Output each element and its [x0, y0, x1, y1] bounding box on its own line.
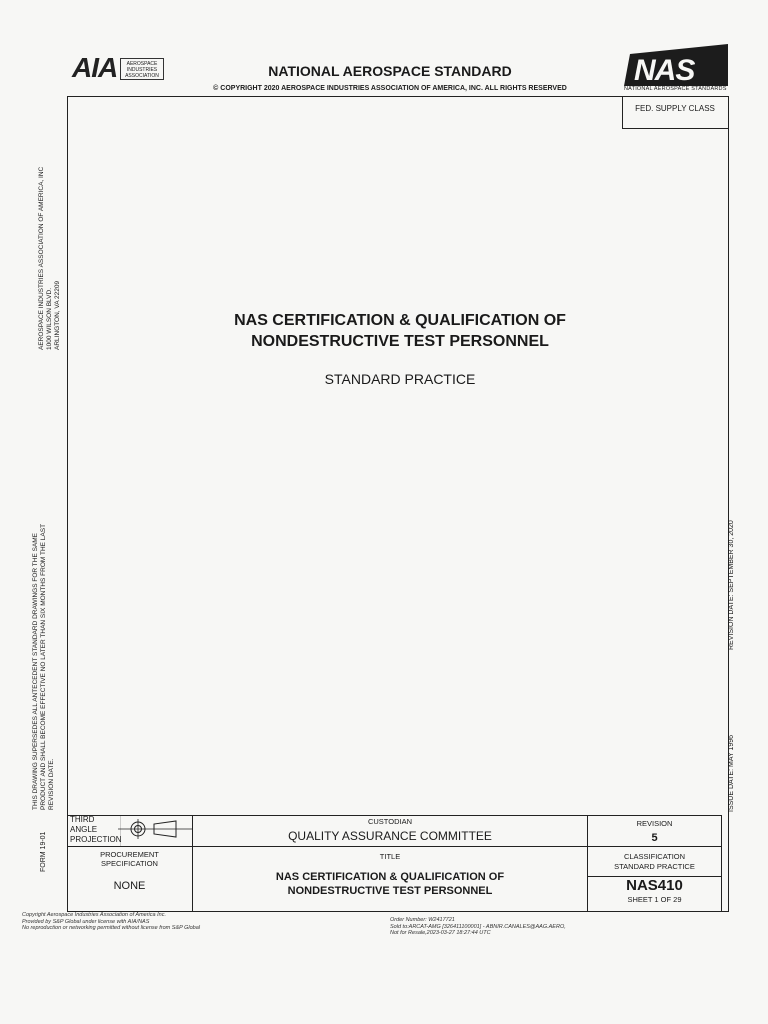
classification-label-line2: STANDARD PRACTICE [614, 862, 695, 871]
footer-right-line2: Sold to:ARCAT-AMG [326411100001] - ABNIR.CANALES@AAG.AERO, [390, 923, 566, 930]
third-angle-projection-icon [118, 818, 192, 845]
footer-left-line1: Copyright Aerospace Industries Association of America Inc. [22, 912, 166, 918]
nas-logo-text: NAS [634, 54, 695, 86]
title-value-line2: NONDESTRUCTIVE TEST PERSONNEL [287, 885, 493, 897]
title-value-line1: NAS CERTIFICATION & QUALIFICATION OF [275, 871, 505, 883]
footer-right-line1: Order Number: W2417721 [390, 917, 455, 923]
address-line2: 1000 WILSON BLVD. [46, 287, 53, 350]
procurement-label-line1: PROCUREMENT [100, 850, 159, 859]
fed-supply-class-label: FED. SUPPLY CLASS [635, 104, 715, 113]
custodian-value: QUALITY ASSURANCE COMMITTEE [288, 829, 492, 843]
document-title-line1: NAS CERTIFICATION & QUALIFICATION OF [234, 312, 566, 329]
drawing-frame [67, 96, 729, 912]
title-block-mid-border [67, 846, 722, 847]
footer-left [22, 912, 322, 932]
document-title-line2: NONDESTRUCTIVE TEST PERSONNEL [251, 333, 549, 350]
title-value [193, 870, 587, 898]
nas-logo-subtitle: NATIONAL AEROSPACE STANDARDS [624, 86, 727, 92]
document-subtitle: STANDARD PRACTICE [324, 371, 476, 387]
procurement-label-line2: SPECIFICATION [101, 859, 158, 868]
title-block-top-border [67, 815, 722, 816]
fed-supply-class-box [622, 97, 728, 129]
classification-label-line1: CLASSIFICATION [623, 852, 686, 861]
sheet-number: SHEET 1 OF 29 [627, 895, 682, 904]
procurement-label [67, 850, 192, 868]
projection-line2: ANGLE [70, 825, 98, 834]
supersede-notice [32, 524, 56, 810]
footer-left-line2: Provided by S&P Global under license with AIA/NAS [22, 918, 150, 925]
form-number: FORM 19-01 [40, 831, 47, 872]
aia-logo-box: AEROSPACE INDUSTRIES ASSOCIATION [120, 58, 164, 80]
projection-line1: THIRD [70, 815, 95, 824]
classification-label [588, 852, 721, 872]
address-line1: AEROSPACE INDUSTRIES ASSOCIATION OF AMERICA, INC [38, 166, 45, 350]
document-title [120, 310, 680, 352]
revision-value: 5 [651, 832, 658, 844]
footer-right-line3: Not for Resale,2023-03-27 18:27:44 UTC [390, 930, 491, 936]
projection-label [70, 815, 122, 845]
title-block-right-border [721, 815, 722, 911]
aia-logo-letters: AIA [72, 52, 118, 83]
custodian-label: CUSTODIAN [367, 817, 413, 826]
footer-left-line3: No reproduction or networking permitted without license from S&P Global [22, 925, 201, 931]
supersede-line2: PRODUCT AND SHALL BECOME EFFECTIVE NO LATER THAN SIX MONTHS FROM THE LAST [40, 523, 47, 810]
left-address [38, 167, 62, 350]
supersede-line1: THIS DRAWING SUPERSEDES ALL ANTECEDENT STANDARD DRAWINGS FOR THE SAME [32, 532, 39, 810]
nas-logo [624, 44, 728, 92]
revision-date: REVISION DATE: SEPTEMBER 30, 2020 [728, 520, 735, 650]
revision-label: REVISION [636, 819, 673, 828]
footer-right [390, 917, 690, 937]
supersede-line3: REVISION DATE. [48, 758, 55, 810]
copyright-notice: © COPYRIGHT 2020 AEROSPACE INDUSTRIES ASSOCIATION OF AMERICA, INC. ALL RIGHTS RESERVED [213, 85, 567, 92]
projection-line3: PROJECTION [70, 835, 122, 844]
address-line3: ARLINGTON, VA 22209 [54, 280, 61, 350]
header-title: NATIONAL AEROSPACE STANDARD [268, 63, 512, 79]
procurement-value: NONE [113, 880, 146, 892]
document-number: NAS410 [626, 877, 683, 894]
issue-date: ISSUE DATE: MAY 1996 [728, 734, 735, 812]
title-label: TITLE [379, 852, 401, 861]
